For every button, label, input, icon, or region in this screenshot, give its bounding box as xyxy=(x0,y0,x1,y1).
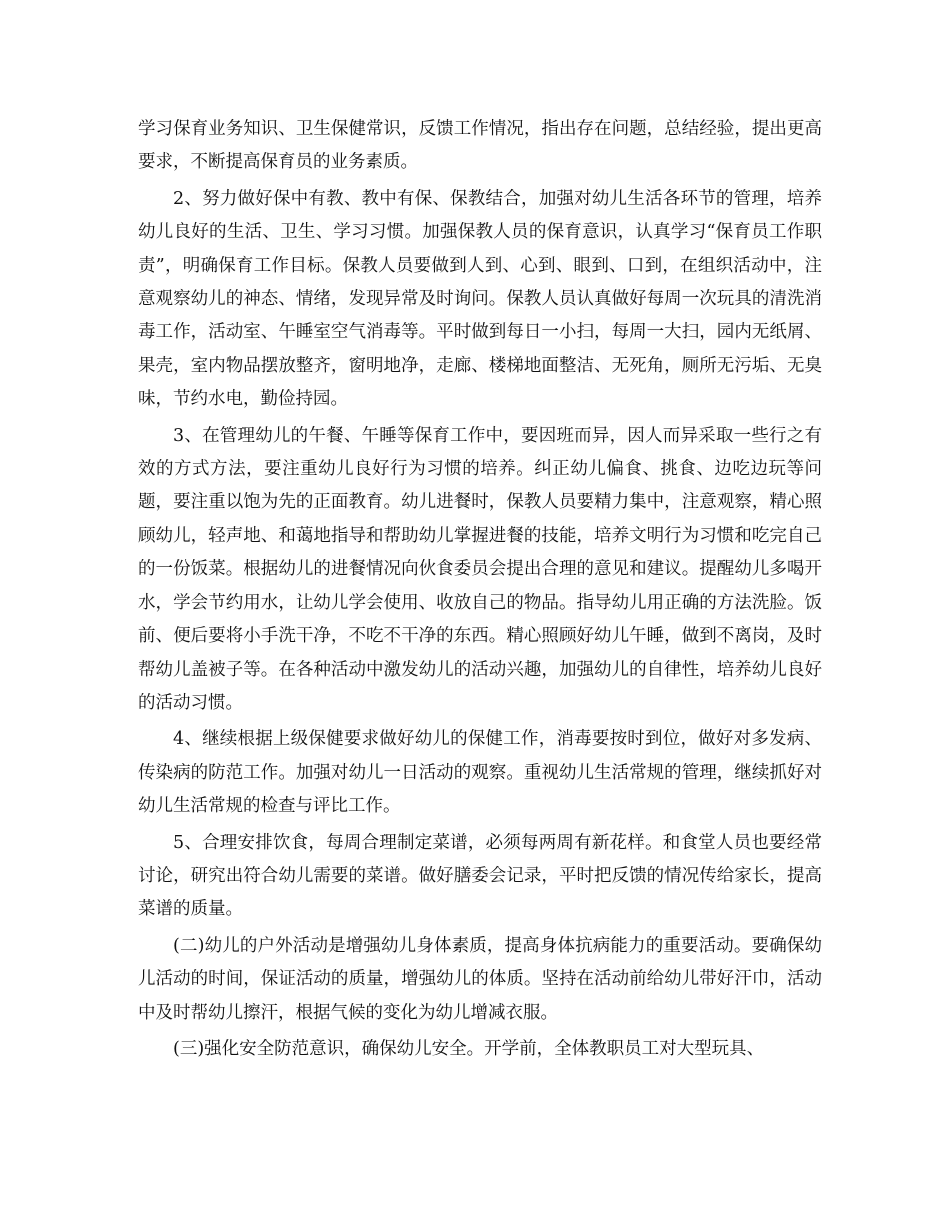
paragraph-section-3: (三)强化安全防范意识，确保幼儿安全。开学前，全体教职员工对大型玩具、 xyxy=(173,1038,765,1059)
document-body xyxy=(138,113,822,1066)
paragraph-item-2: 2、努力做好保中有教、教中有保、保教结合，加强对幼儿生活各环节的管理，培养幼儿良好的生活、卫生、学习习惯。加强保教人员的保育意识，认真学习“保育员工作职责”，明确保育工作目标。保教人员要做到人到、心到、眼到、口到，在组织活动中，注意观察幼儿的神态、情绪，发现异常及时询问。保教人员认真做好每周一次玩具的清洗消毒工作，活动室、午睡室空气消毒等。平时做到每日一小扫，每周一大扫，园内无纸屑、果壳，室内物品摆放整齐，窗明地净，走廊、楼梯地面整洁、无死角，厕所无污垢、无臭味，节约水电，勤俭持园。 xyxy=(138,188,822,410)
paragraph-continuation: 学习保育业务知识、卫生保健常识，反馈工作情况，指出存在问题，总结经验，提出更高要求，不断提高保育员的业务素质。 xyxy=(138,119,822,173)
paragraph-item-3: 3、在管理幼儿的午餐、午睡等保育工作中，要因班而异，因人而异采取一些行之有效的方式方法，要注重幼儿良好行为习惯的培养。纠正幼儿偏食、挑食、边吃边玩等问题，要注重以饱为先的正面教育。幼儿进餐时，保教人员要精力集中，注意观察，精心照顾幼儿，轻声地、和蔼地指导和帮助幼儿掌握进餐的技能，培养文明行为习惯和吃完自己的一份饭菜。根据幼儿的进餐情况向伙食委员会提出合理的意见和建议。提醒幼儿多喝开水，学会节约用水，让幼儿学会使用、收放自己的物品。指导幼儿用正确的方法洗脸。饭前、便后要将小手洗干净，不吃不干净的东西。精心照顾好幼儿午睡，做到不离岗，及时帮幼儿盖被子等。在各种活动中激发幼儿的活动兴趣，加强幼儿的自律性，培养幼儿良好的活动习惯。 xyxy=(138,425,822,713)
paragraph-item-5: 5、合理安排饮食，每周合理制定菜谱，必须每两周有新花样。和食堂人员也要经常讨论，研究出符合幼儿需要的菜谱。做好膳委会记录，平时把反馈的情况传给家长，提高菜谱的质量。 xyxy=(138,832,822,920)
paragraph-item-4: 4、继续根据上级保健要求做好幼儿的保健工作，消毒要按时到位，做好对多发病、传染病的防范工作。加强对幼儿一日活动的观察。重视幼儿生活常规的管理，继续抓好对幼儿生活常规的检查与评比工作。 xyxy=(138,729,822,817)
paragraph-section-2: (二)幼儿的户外活动是增强幼儿身体素质，提高身体抗病能力的重要活动。要确保幼儿活动的时间，保证活动的质量，增强幼儿的体质。坚持在活动前给幼儿带好汗巾，活动中及时帮幼儿擦汗，根据气候的变化为幼儿增减衣服。 xyxy=(138,935,822,1023)
